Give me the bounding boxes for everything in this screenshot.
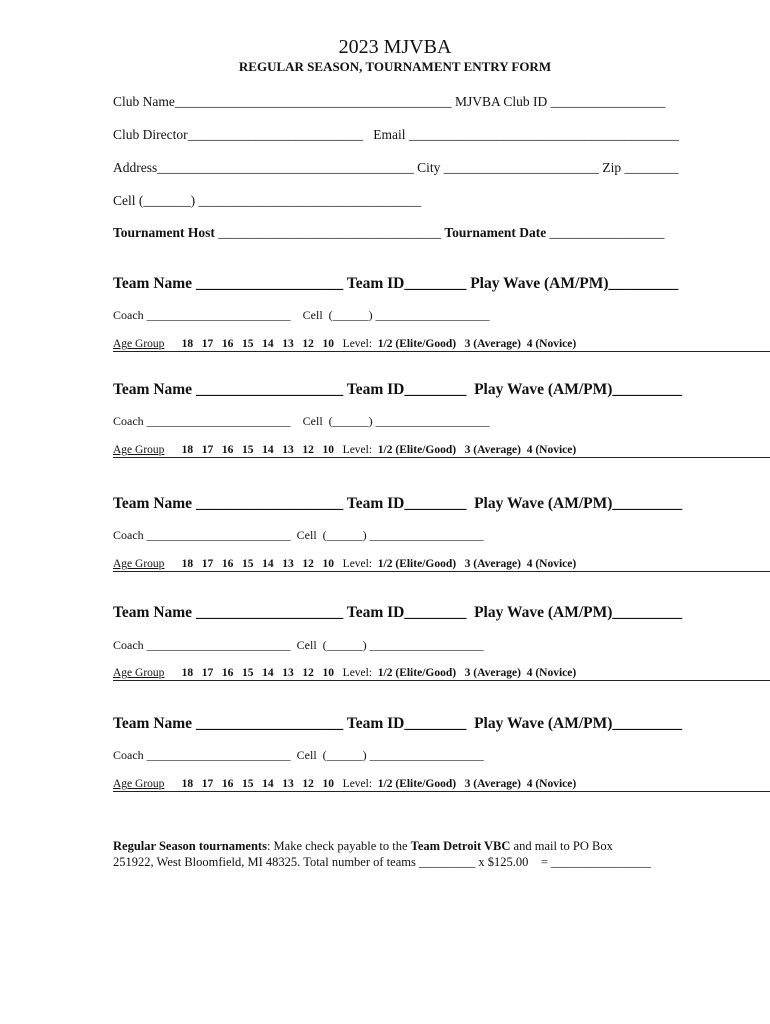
coach-line: Coach ________________________ Cell (______) ___________________ — [113, 308, 490, 322]
age-options: 18 17 16 15 14 13 12 10 — [181, 558, 335, 570]
level-options: 1/2 (Elite/Good) 3 (Average) 4 (Novice) — [377, 667, 577, 679]
age-options: 18 17 16 15 14 13 12 10 — [181, 667, 335, 679]
coach-line: Coach ________________________ Cell (______) ___________________ — [113, 414, 490, 428]
age-group-label: Age Group — [113, 667, 165, 679]
team-name-line: Team Name ___________________ Team ID________ Play Wave (AM/PM)_________ — [113, 275, 679, 292]
age-group-label: Age Group — [113, 778, 165, 790]
coach-line: Coach ________________________ Cell (______) ___________________ — [113, 748, 484, 762]
level-label: Level: — [342, 338, 373, 350]
club-director-line: Club Director__________________________ Email ________________________________________ — [113, 127, 679, 142]
age-group-line — [113, 338, 770, 352]
form-title: 2023 MJVBA — [338, 36, 452, 58]
tournament-host-line — [113, 225, 664, 241]
age-options: 18 17 16 15 14 13 12 10 — [181, 778, 335, 790]
team-name-line: Team Name ___________________ Team ID________ Play Wave (AM/PM)_________ — [113, 495, 683, 512]
address-line: Address______________________________________ City _______________________ Zip ________ — [113, 160, 679, 175]
total-teams-line: 251922, West Bloomfield, MI 48325. Total number of teams _________ x $125.00 = ________________ — [113, 855, 652, 869]
age-group-line — [113, 558, 770, 572]
form-subtitle: REGULAR SEASON, TOURNAMENT ENTRY FORM — [238, 59, 552, 74]
age-group-line — [113, 667, 770, 681]
payment-instructions — [113, 838, 613, 854]
coach-line: Coach ________________________ Cell (______) ___________________ — [113, 638, 484, 652]
level-options: 1/2 (Elite/Good) 3 (Average) 4 (Novice) — [377, 444, 577, 456]
team-name-line: Team Name ___________________ Team ID________ Play Wave (AM/PM)_________ — [113, 715, 683, 732]
age-options: 18 17 16 15 14 13 12 10 — [181, 338, 335, 350]
level-options: 1/2 (Elite/Good) 3 (Average) 4 (Novice) — [377, 558, 577, 570]
coach-line: Coach ________________________ Cell (______) ___________________ — [113, 528, 484, 542]
cell-line: Cell (_______) _________________________________ — [113, 193, 422, 208]
team-name-line: Team Name ___________________ Team ID________ Play Wave (AM/PM)_________ — [113, 604, 683, 621]
level-label: Level: — [342, 558, 373, 570]
team-name-line: Team Name ___________________ Team ID________ Play Wave (AM/PM)_________ — [113, 381, 683, 398]
mail-text: and mail to PO Box — [510, 839, 613, 853]
tournament-date-blank: _________________ — [546, 225, 665, 240]
age-group-line — [113, 778, 770, 792]
age-group-label: Age Group — [113, 558, 165, 570]
age-group-label: Age Group — [113, 338, 165, 350]
age-group-line — [113, 444, 770, 458]
level-options: 1/2 (Elite/Good) 3 (Average) 4 (Novice) — [377, 778, 577, 790]
tournament-host-blank: _________________________________ — [214, 225, 445, 240]
tournament-host-label: Tournament Host — [113, 225, 215, 240]
level-label: Level: — [342, 778, 373, 790]
payment-text: : Make check payable to the — [266, 839, 411, 853]
tournament-date-label: Tournament Date — [444, 225, 547, 240]
club-name-line: Club Name_________________________________________ MJVBA Club ID _________________ — [113, 94, 666, 109]
level-label: Level: — [342, 444, 373, 456]
payee-name: Team Detroit VBC — [410, 839, 511, 853]
level-label: Level: — [342, 667, 373, 679]
level-options: 1/2 (Elite/Good) 3 (Average) 4 (Novice) — [377, 338, 577, 350]
regular-season-label: Regular Season tournaments — [113, 839, 267, 853]
age-options: 18 17 16 15 14 13 12 10 — [181, 444, 335, 456]
age-group-label: Age Group — [113, 444, 165, 456]
